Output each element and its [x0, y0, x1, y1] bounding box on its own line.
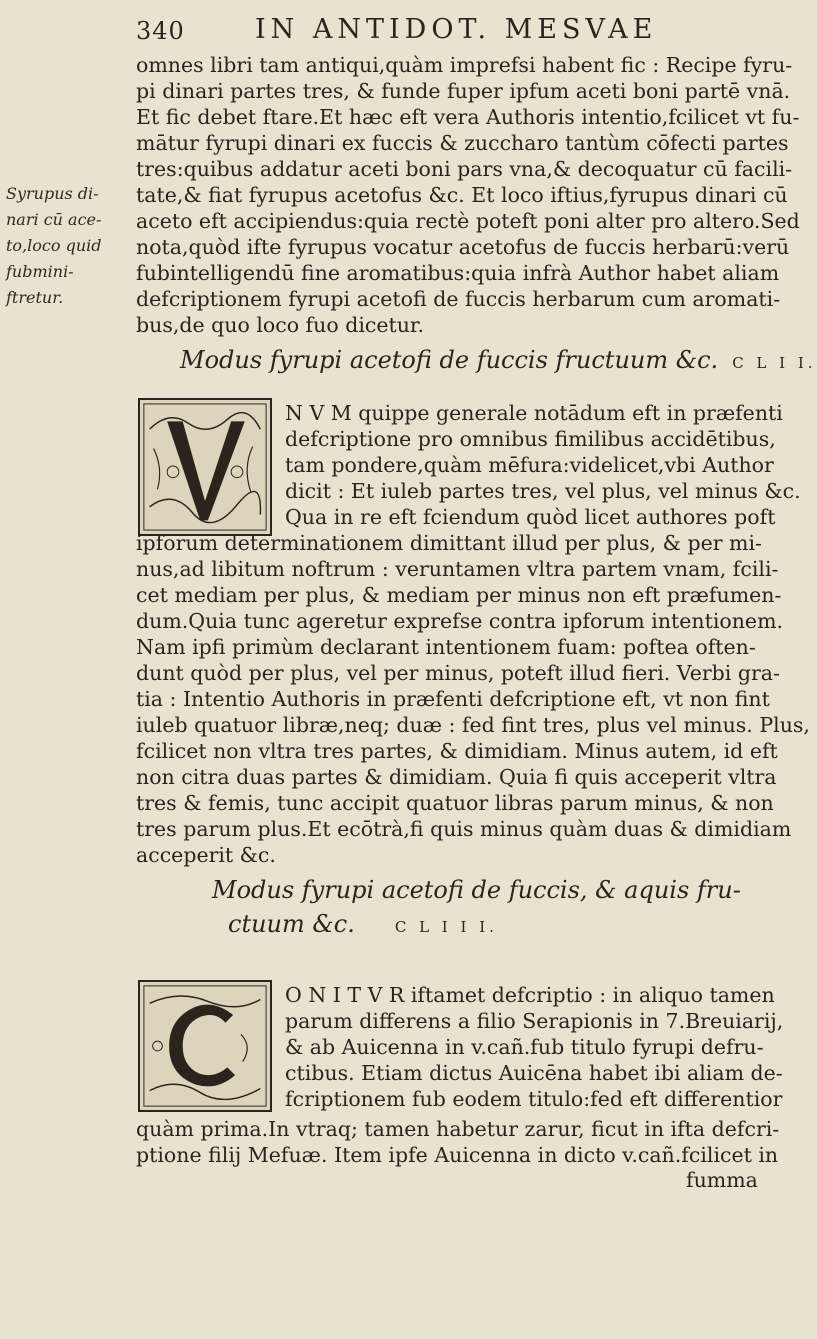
text-line: tate,& fiat fyrupus acetofus &c. Et loco iftius,fyrupus dinari cū	[136, 183, 788, 207]
section-title: Modus fyrupi acetofi de fuccis fructuum &c.	[180, 346, 719, 374]
decorated-initial-c-icon	[140, 982, 270, 1110]
margin-note: to,loco quid	[6, 236, 102, 255]
text-line: nus,ad libitum noftrum : veruntamen vltra partem vnam, fcili-	[136, 557, 779, 581]
decorated-initial-v	[138, 398, 272, 536]
text-line: defcriptionem fyrupi acetofi de fuccis herbarum cum aromati-	[136, 287, 781, 311]
text-line: mātur fyrupi dinari ex fuccis & zuccharo tantùm cōfecti partes	[136, 131, 789, 155]
text-line: pi dinari partes tres, & funde fuper ipfum aceti boni partē vnā.	[136, 79, 791, 103]
decorated-initial-v-icon	[140, 400, 270, 534]
text-line: tia : Intentio Authoris in præfenti defcriptione eft, vt non fint	[136, 687, 770, 711]
section-heading: Modus fyrupi acetofi de fuccis, & aquis fru-	[212, 876, 741, 904]
running-title: IN ANTIDOT. MESVAE	[255, 14, 658, 45]
text-line: Qua in re eft fciendum quòd licet authores poft	[285, 505, 776, 529]
text-line: quàm prima.In vtraq; tamen habetur zarur, ficut in ifta defcri-	[136, 1117, 780, 1141]
text-line: cet mediam per plus, & mediam per minus non eft præfumen-	[136, 583, 782, 607]
text-line: fcriptionem fub eodem titulo:fed eft differentior	[285, 1087, 783, 1111]
decorated-initial-c	[138, 980, 272, 1112]
margin-note: nari cū ace-	[6, 210, 102, 229]
text-line: tres & femis, tunc accipit quatuor libras parum minus, & non	[136, 791, 774, 815]
text-line: parum differens a filio Serapionis in 7.Breuiarij,	[285, 1009, 784, 1033]
text-line: dicit : Et iuleb partes tres, vel plus, vel minus &c.	[285, 479, 801, 503]
text-line: bus,de quo loco fuo dicetur.	[136, 313, 425, 337]
section-heading-continued	[228, 908, 772, 940]
text-line: non citra duas partes & dimidiam. Quia fi quis acceperit vltra	[136, 765, 777, 789]
text-line: ctibus. Etiam dictus Auicēna habet ibi aliam de-	[285, 1061, 783, 1085]
margin-note: ftretur.	[6, 288, 64, 307]
text-line: omnes libri tam antiqui,quàm imprefsi habent fic : Recipe fyru-	[136, 53, 793, 77]
text-line: defcriptione pro omnibus fimilibus accidētibus,	[285, 427, 776, 451]
text-line: ipforum determinationem dimittant illud per plus, & per mi-	[136, 531, 762, 555]
text-line: fubintelligendū fine aromatibus:quia infrà Author habet aliam	[136, 261, 780, 285]
text-line: nota,quòd ifte fyrupus vocatur acetofus de fuccis herbarū:verū	[136, 235, 790, 259]
page-number: 340	[136, 17, 185, 45]
text-line: dum.Quia tunc ageretur exprefse contra ipforum intentionem.	[136, 609, 784, 633]
text-line: Et fic debet ftare.Et hæc eft vera Authoris intentio,fcilicet vt fu-	[136, 105, 800, 129]
section-title: ctuum &c.	[228, 910, 355, 938]
text-line: tres parum plus.Et ecōtrà,fi quis minus quàm duas & dimidiam	[136, 817, 792, 841]
text-line: dunt quòd per plus, vel per minus, poteft illud fieri. Verbi gra-	[136, 661, 780, 685]
text-line: fcilicet non vltra tres partes, & dimidiam. Minus autem, id eft	[136, 739, 778, 763]
text-line: ptione filij Mefuæ. Item ipfe Auicenna in dicto v.cañ.fcilicet in	[136, 1143, 779, 1167]
margin-note: Syrupus di-	[6, 184, 99, 203]
chapter-number: C L I I I.	[394, 918, 498, 936]
text-line: tam pondere,quàm mēfura:videlicet,vbi Author	[285, 453, 774, 477]
catchword: fumma	[686, 1168, 758, 1192]
margin-note: fubmini-	[6, 262, 74, 281]
text-line: tres:quibus addatur aceti boni pars vna,& decoquatur cū facili-	[136, 157, 793, 181]
text-line: N V M quippe generale notādum eft in præfenti	[285, 401, 783, 425]
text-line: O N I T V R iftamet defcriptio : in aliquo tamen	[285, 983, 775, 1007]
text-line: iuleb quatuor libræ,neq; duæ : fed fint tres, plus vel minus. Plus,	[136, 713, 810, 737]
text-line: Nam ipfi primùm declarant intentionem fuam: poftea often-	[136, 635, 756, 659]
chapter-number: C L I I.	[732, 354, 817, 372]
text-line: aceto eft accipiendus:quia rectè poteft poni alter pro altero.Sed	[136, 209, 800, 233]
text-line: & ab Auicenna in v.cañ.fub titulo fyrupi defru-	[285, 1035, 764, 1059]
text-line: acceperit &c.	[136, 843, 276, 867]
section-heading	[180, 344, 817, 376]
